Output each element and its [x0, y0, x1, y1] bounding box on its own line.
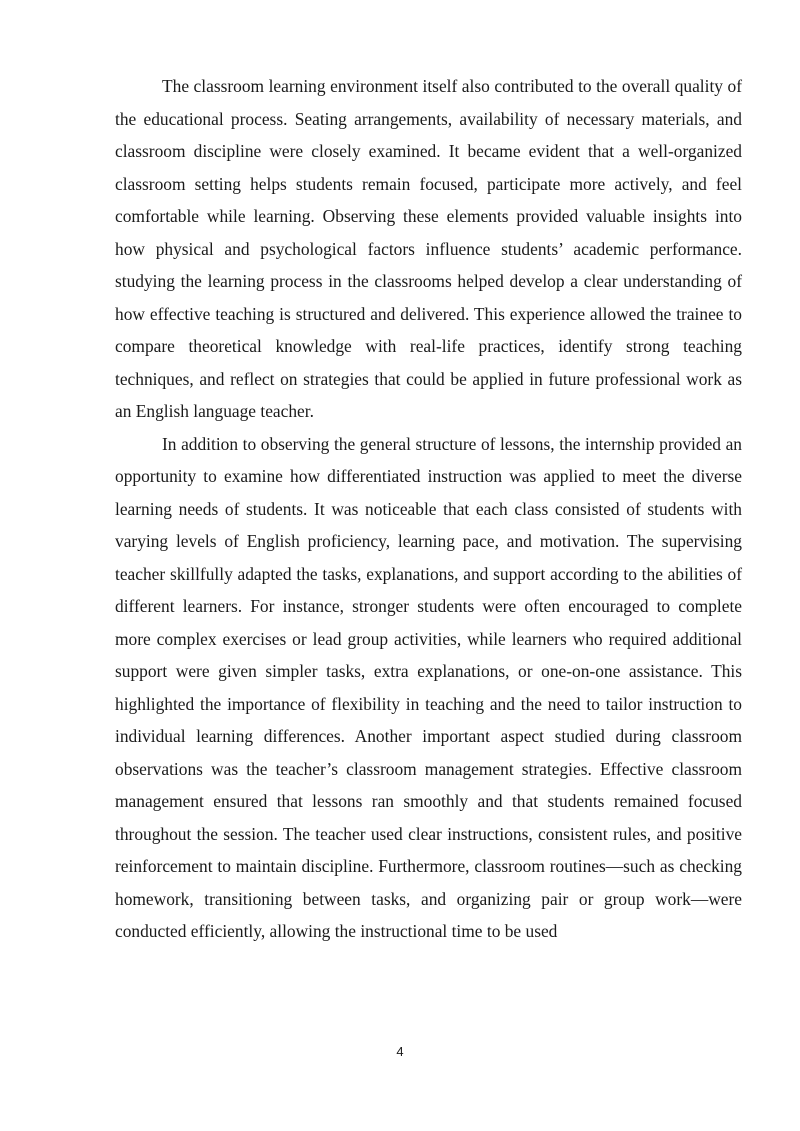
page-number: 4 [396, 1044, 404, 1059]
body-text [115, 70, 742, 948]
paragraph-2: In addition to observing the general structure of lessons, the internship provided an opportunity to examine how differentiated instruction was applied to meet the diverse learning needs of students. It was noticeable that each class consisted of students with varying levels of English proficiency, learning pace, and motivation. The supervising teacher skillfully adapted the tasks, explanations, and support according to the abilities of different learners. For instance, stronger students were often encouraged to complete more complex exercises or lead group activities, while learners who required additional support were given simpler tasks, extra explanations, or one-on-one assistance. This highlighted the importance of flexibility in teaching and the need to tailor instruction to individual learning differences. Another important aspect studied during classroom observations was the teacher’s classroom management strategies. Effective classroom management ensured that lessons ran smoothly and that students remained focused throughout the session. The teacher used clear instructions, consistent rules, and positive reinforcement to maintain discipline. Furthermore, classroom routines—such as checking homework, transitioning between tasks, and organizing pair or group work—were conducted efficiently, allowing the instructional time to be used [115, 433, 742, 941]
paragraph-1: The classroom learning environment itself also contributed to the overall quality of the educational process. Seating arrangements, availability of necessary materials, and classroom discipline were closely examined. It became evident that a well-organized classroom setting helps students remain focused, participate more actively, and feel comfortable while learning. Observing these elements provided valuable insights into how physical and psychological factors influence students’ academic performance. studying the learning process in the classrooms helped develop a clear understanding of how effective teaching is structured and delivered. This experience allowed the trainee to compare theoretical knowledge with real-life practices, identify strong teaching techniques, and reflect on strategies that could be applied in future professional work as an English language teacher. [115, 76, 742, 421]
